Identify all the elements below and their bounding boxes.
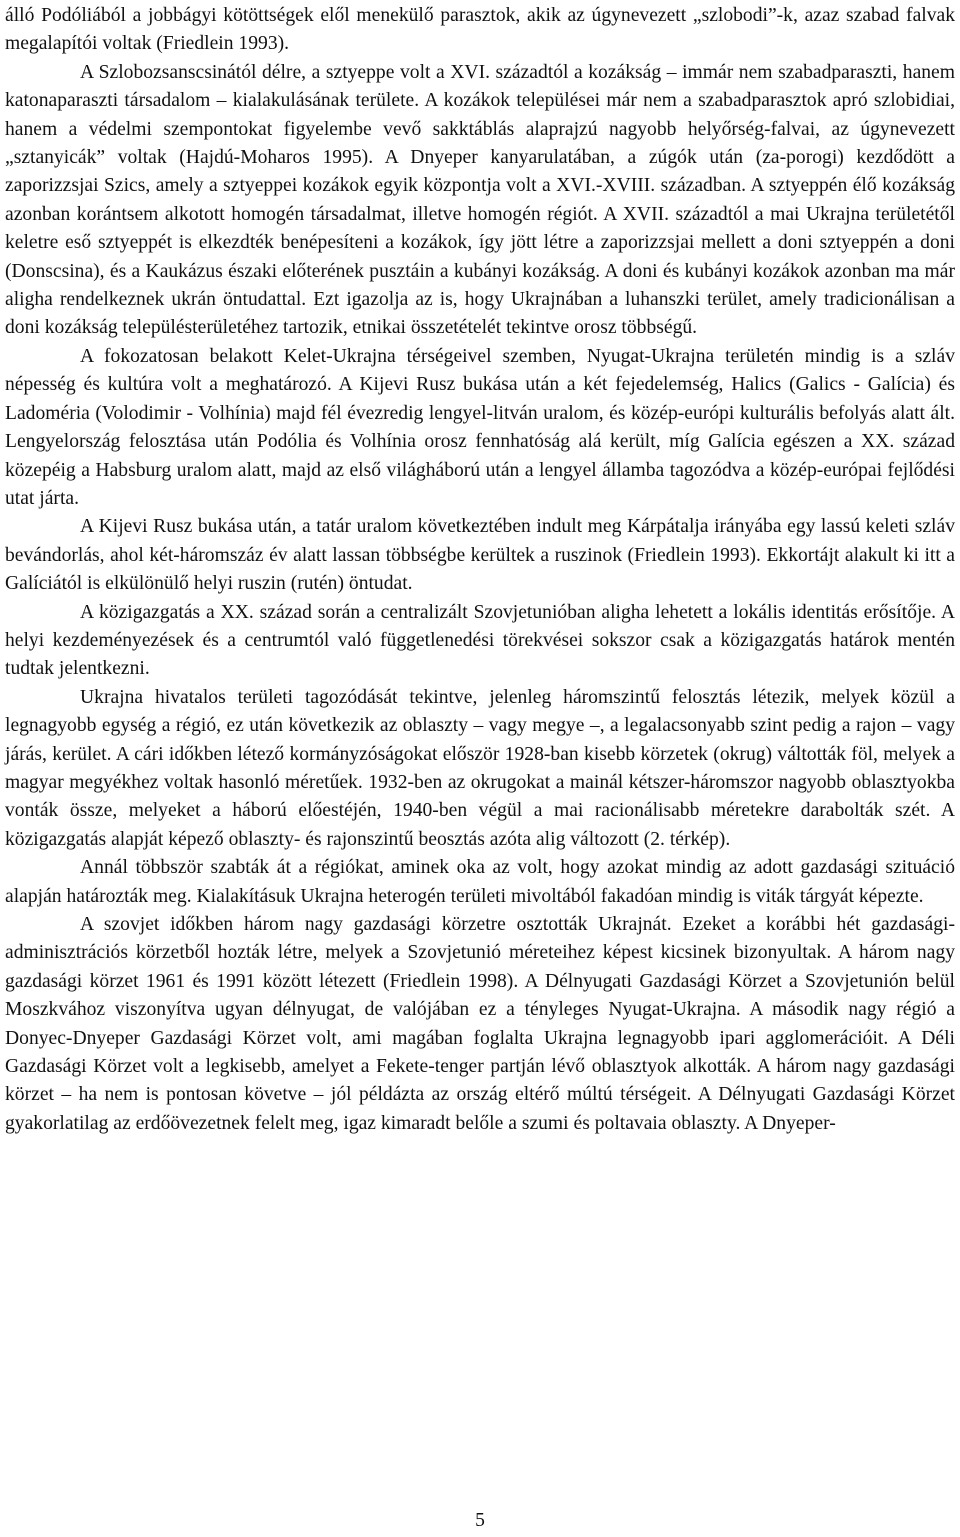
paragraph-6: Ukrajna hivatalos területi tagozódását tekintve, jelenleg háromszintű felosztás létezik, melyek közül a legnagyobb egység a régió, ez után következik az oblaszty – vagy megye –, a legalacsonyabb szint pedig a rajon – vagy járás, kerület. A cári időkben létező kormányzóságokat először 1928-ban kisebb körzetek (okrug) váltották föl, melyek a magyar megyékhez voltak hasonló méretűek. 1932-ben az okrugokat a mainál kétszer-háromszor nagyobb oblasztyokba vonták össze, melyeket a háború előestéjén, 1940-ben végül a mai racionálisabb méretekre darabolták szét. A közigazgatás alapját képező oblaszty- és rajonszintű beosztás azóta alig változott (2. térkép). bbox=[5, 686, 955, 850]
paragraph-1: álló Podóliából a jobbágyi kötöttségek elől menekülő parasztok, akik az úgynevezett „szlobodi”-k, azaz szabad falvak megalapítói voltak (Friedlein 1993). bbox=[5, 5, 955, 55]
paragraph-5: A közigazgatás a XX. század során a centralizált Szovjetunióban aligha lehetett a lokális identitás erősítője. A helyi kezdeményezések és a centrumtól való függetlenedési törekvései sokszor csak a közigazgatás határok mentén tudtak jelentkezni. bbox=[5, 601, 955, 680]
document-body bbox=[5, 2, 955, 1138]
paragraph-2: A Szlobozsanscsinától délre, a sztyeppe volt a XVI. századtól a kozákság – immár nem szabadparaszti, hanem katonaparaszti társadalom – kialakulásának területe. A kozákok települései már nem a szabadparasztok apró szlobidiai, hanem a védelmi szempontokat figyelembe vevő sakktáblás alaprajzú nagyobb helyőrség-falvai, az úgynevezett „sztanyicák” voltak (Hajdú-Moharos 1995). A Dnyeper kanyarulatában, a zúgók után (za-porogi) kezdődött a zaporizzsjai Szics, amely a sztyeppei kozákok egyik központja volt a XVI.-XVIII. században. A sztyeppén élő kozákság azonban korántsem alkotott homogén társadalmat, illetve homogén régiót. A XVII. századtól a mai Ukrajna területétől keletre eső sztyeppét is elkezdték benépesíteni a kozákok, így jött létre a zaporizzsjai mellett a doni sztyeppén a doni (Donscsina), és a Kaukázus északi előterének pusztáin a kubányi kozákság. A doni és kubányi kozákok azonban ma már aligha rendelkeznek ukrán öntudattal. Ezt igazolja az is, hogy Ukrajnában a luhanszki terület, amely tradicionálisan a doni kozákság településterületéhez tartozik, etnikai összetételét tekintve orosz többségű. bbox=[5, 61, 955, 339]
paragraph-3: A fokozatosan belakott Kelet-Ukrajna térségeivel szemben, Nyugat-Ukrajna területén mindig is a szláv népesség és kultúra volt a meghatározó. A Kijevi Rusz bukása után a két fejedelemség, Halics (Galics - Galícia) és Ladoméria (Volodimir - Volhínia) majd fél évezredig lengyel-litván uralom, és közép-európi kulturális befolyás alatt ált. Lengyelország felosztása után Podólia és Volhínia orosz fennhatóság alá került, míg Galícia egészen a XX. század közepéig a Habsburg uralom alatt, majd az első világháború után a lengyel állambа tagozódva a közép-európai fejlődési utat járta. bbox=[5, 345, 955, 509]
paragraph-4: A Kijevi Rusz bukása után, a tatár uralom következtében indult meg Kárpátalja irányába egy lassú keleti szláv bevándorlás, ahol két-háromszáz év alatt lassan többségbe kerültek a ruszinok (Friedlein 1993). Ekkortájt alakult ki itt a Galíciától is elkülönülő helyi ruszin (rutén) öntudat. bbox=[5, 516, 955, 595]
page-number: 5 bbox=[475, 1510, 485, 1531]
paragraph-8: A szovjet időkben három nagy gazdasági körzetre osztották Ukrajnát. Ezeket a korábbi hét gazdasági-adminisztrációs körzetből hozták létre, melyek a Szovjetunió méreteihez képest kicsinek bizonyultak. A három nagy gazdasági körzet 1961 és 1991 között létezett (Friedlein 1998). A Délnyugati Gazdasági Körzet a Szovjetunión belül Moszkvához viszonyítva ugyan délnyugat, de valójában ez a tényleges Nyugat-Ukrajna. A második nagy régió a Donyec-Dnyeper Gazdasági Körzet volt, ami magában foglalta Ukrajna legnagyobb ipari agglomerációit. A Déli Gazdasági Körzet volt a legkisebb, amelyet a Fekete-tenger partján lévő oblasztyok alkották. A három nagy gazdasági körzet – ha nem is pontosan követve – jól példázta az ország eltérő múltú térségeit. A Délnyugati Gazdasági Körzet gyakorlatilag az erdőövezetnek felelt meg, igaz kimaradt belőle a szumi és poltavaia oblaszty. A Dnyeper- bbox=[5, 914, 955, 1134]
paragraph-7: Annál többször szabták át a régiókat, aminek oka az volt, hogy azokat mindig az adott gazdasági szituáció alapján határozták meg. Kialakításuk Ukrajna heterogén területi mivoltából fakadóan mindig is viták tárgyát képezte. bbox=[5, 857, 955, 907]
